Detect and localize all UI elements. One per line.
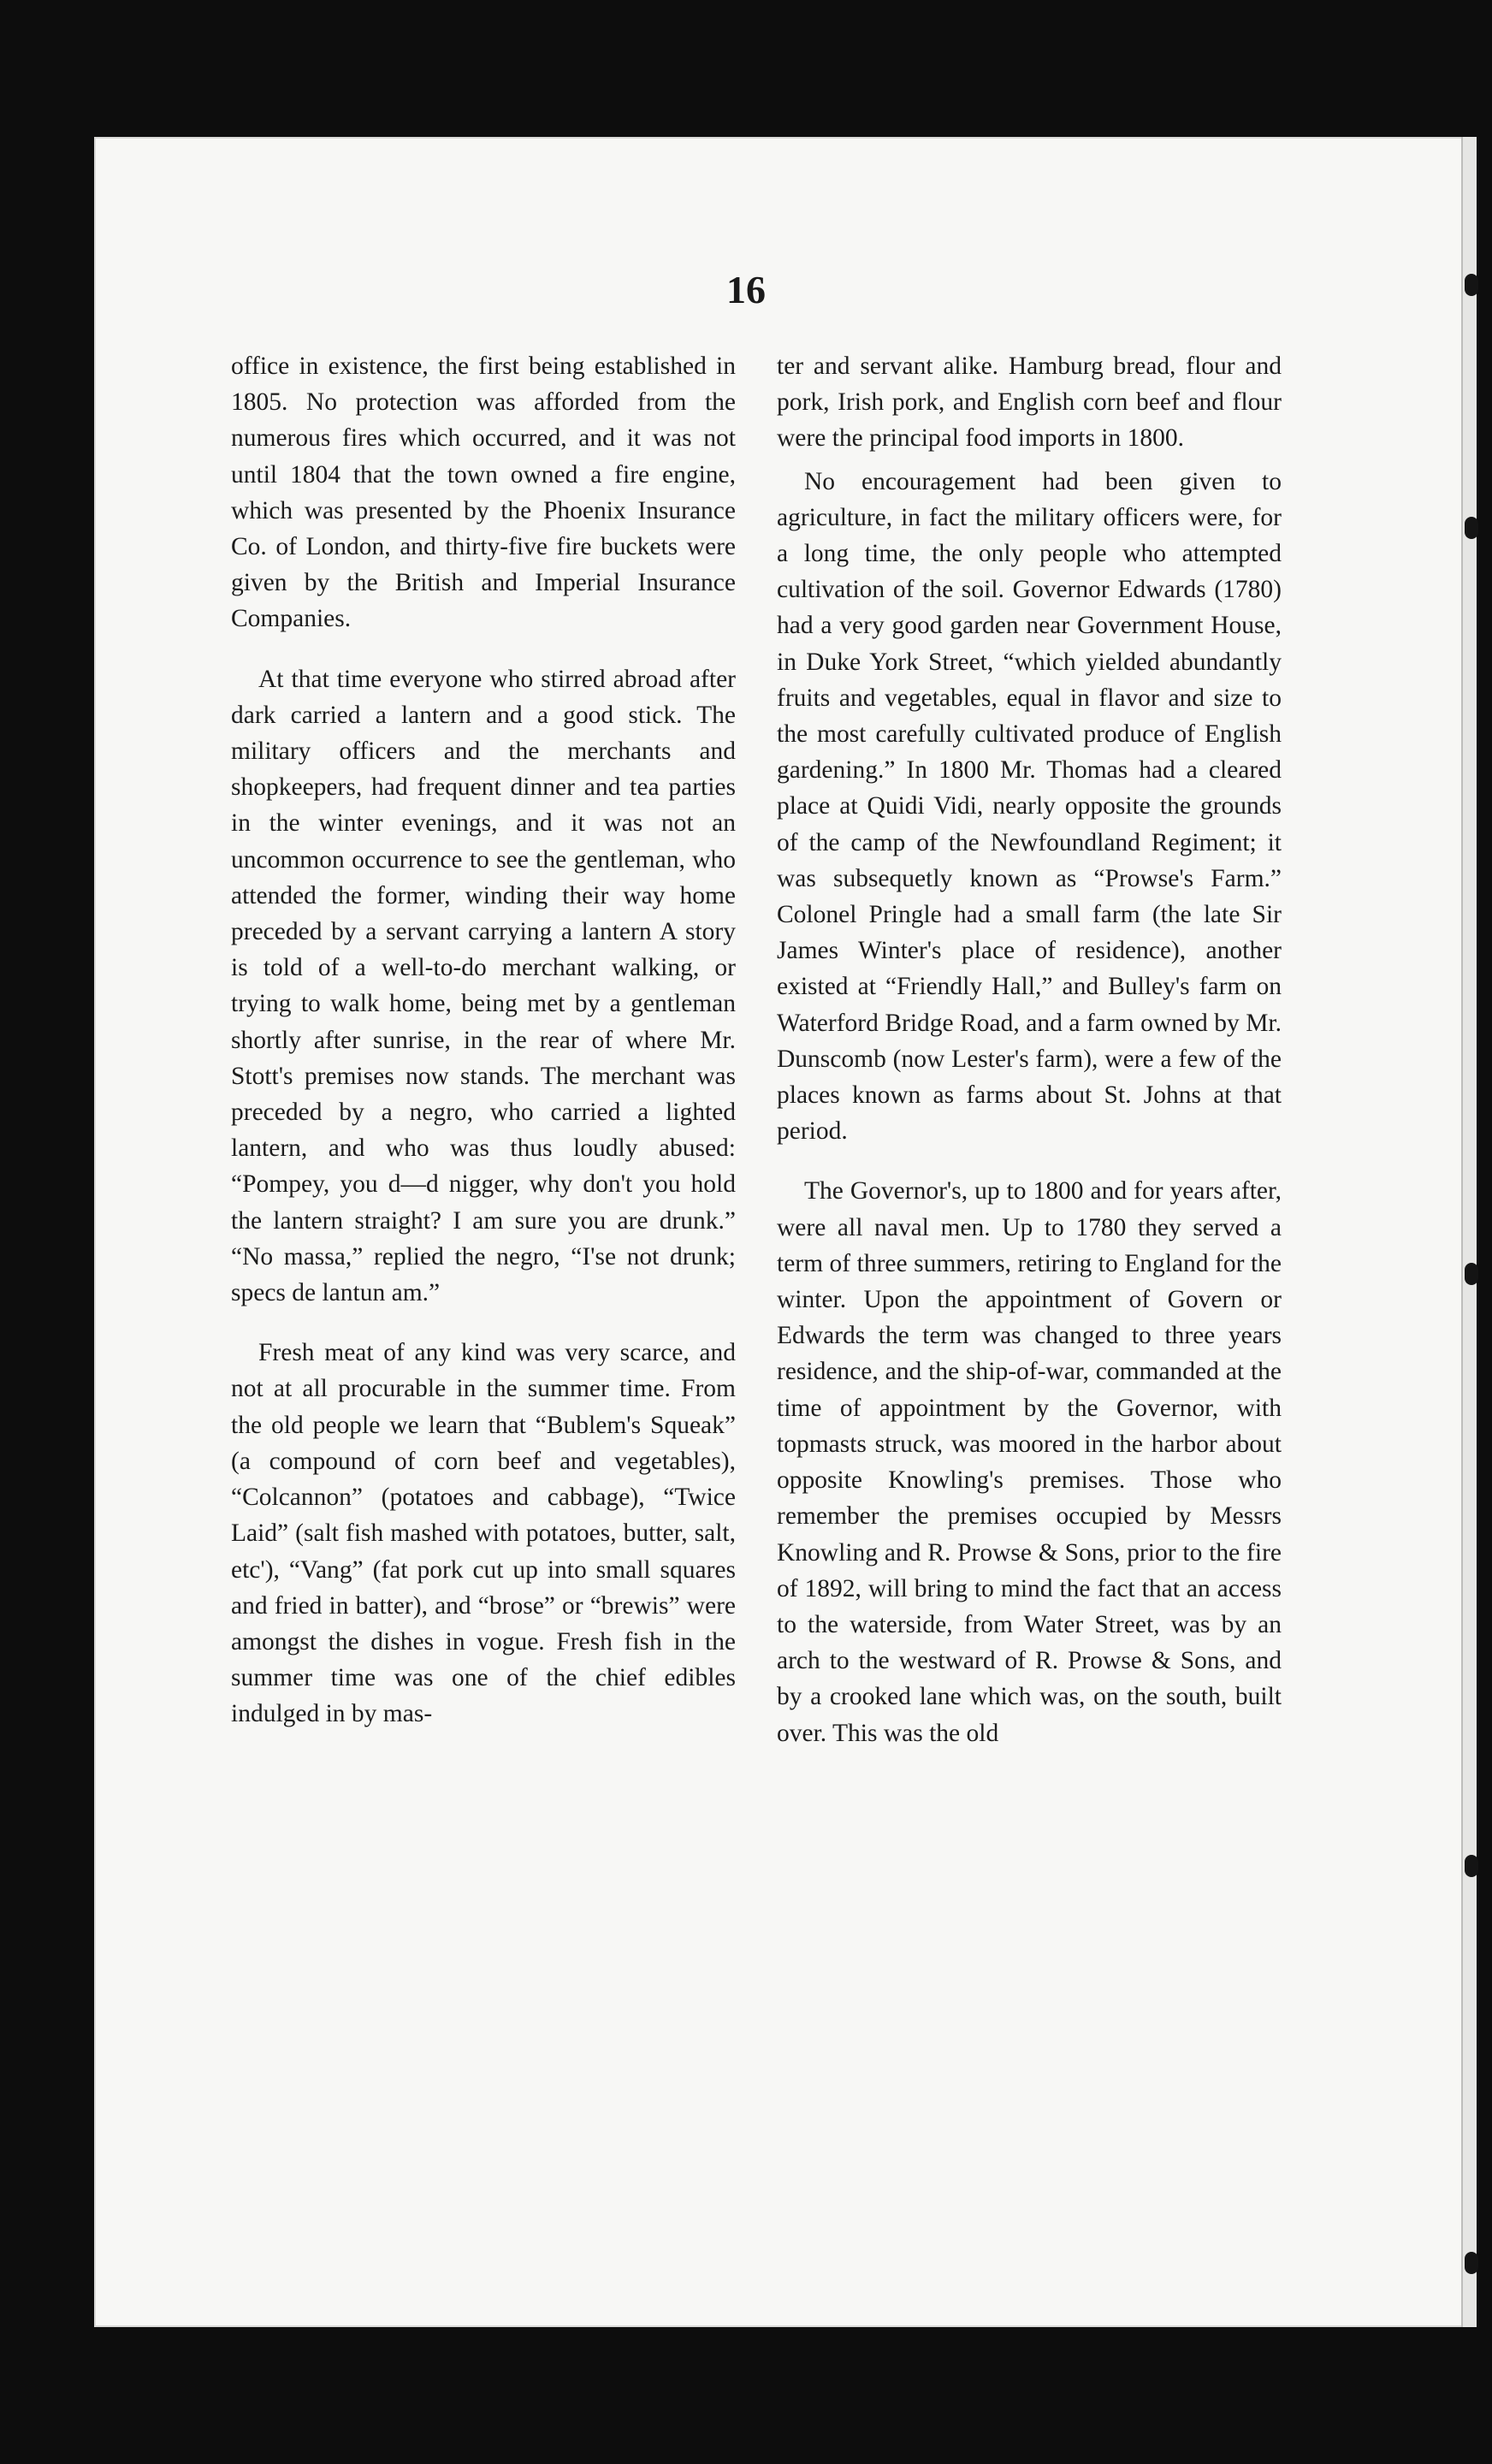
paragraph: The Governor's, up to 1800 and for years after, were all naval men. Up to 1780 they served a term of three summers, retiring to England for the winter. Upon the appointment of Govern or Edwards the term was changed to three years residence, and the ship-of-war, commanded at the time of appointment by the Governor, with topmasts struck, was moored in the harbor about opposite Knowling's premises. Those who remember the premises occupied by Messrs Knowling and R. Prowse & Sons, prior to the fire of 1892, will bring to mind the fact that an access to the waterside, from Water Street, was by an arch to the westward of R. Prowse & Sons, and by a crooked lane which was, on the south, built over. This was the old (777, 1177, 1282, 1747)
paragraph: office in existence, the first being established in 1805. No protection was afforded from the numerous fires which occurred, and it was not until 1804 that the town owned a fire engine, which was presented by the Phoenix Insurance Co. of London, and thirty-five fire buckets were given by the British and Imperial Insurance Companies. (231, 352, 736, 633)
binding-dot (1465, 2252, 1478, 2274)
page-edge (1461, 137, 1477, 2327)
binding-dot (1465, 1855, 1478, 1877)
binding-dot (1465, 274, 1478, 296)
page-number: 16 (726, 268, 766, 311)
paragraph: Fresh meat of any kind was very scarce, and not at all procurable in the summer time. From the old people we learn that “Bublem's Squeak” (a compound of corn beef and vegetables), “Colcannon” (potatoes and cabbage), “Twice Laid” (salt fish mashed with potatoes, butter, salt, etc'), “Vang” (fat pork cut up into small squares and fried in batter), and “brose” or “brewis” were amongst the dishes in vogue. Fresh fish in the summer time was one of the chief edibles indulged in by mas- (231, 1339, 736, 1728)
paragraph: ter and servant alike. Hamburg bread, flour and pork, Irish pork, and English corn beef and flour were the principal food imports in 1800. (777, 352, 1282, 453)
binding-dot (1465, 517, 1478, 539)
paragraph: At that time everyone who stirred abroad after dark carried a lantern and a good stick. The military officers and the merchants and shopkeepers, had frequent dinner and tea parties in the winter evenings, and it was not an uncommon occurrence to see the gentleman, who attended the former, winding their way home preceded by a servant carrying a lantern A story is told of a well-to-do merchant walking, or trying to walk home, being met by a gentleman shortly after sunrise, in the rear of where Mr. Stott's premises now stands. The merchant was preceded by a negro, who carried a lighted lantern, and who was thus loudly abused: “Pompey, you d—d nigger, why don't you hold the lantern straight? I am sure you are drunk.” “No massa,” replied the negro, “I'se not drunk; specs de lantun am.” (231, 665, 736, 1307)
left-column (231, 348, 736, 1732)
binding-dot (1465, 1263, 1478, 1285)
right-column (777, 348, 1282, 1751)
paragraph: No encouragement had been given to agriculture, in fact the military officers were, for a long time, the only people who attempted cultivation of the soil. Governor Edwards (1780) had a very good garden near Government House, in Duke York Street, “which yielded abundantly fruits and vegetables, equal in flavor and size to the most carefully cultivated produce of English gardening.” In 1800 Mr. Thomas had a cleared place at Quidi Vidi, nearly opposite the grounds of the camp of the Newfoundland Regiment; it was subsequetly known as “Prowse's Farm.” Colonel Pringle had a small farm (the late Sir James Winter's place of residence), another existed at “Friendly Hall,” and Bulley's farm on Waterford Bridge Road, and a farm owned by Mr. Dunscomb (now Lester's farm), were a few of the places known as farms about St. Johns at that period. (777, 467, 1282, 1146)
